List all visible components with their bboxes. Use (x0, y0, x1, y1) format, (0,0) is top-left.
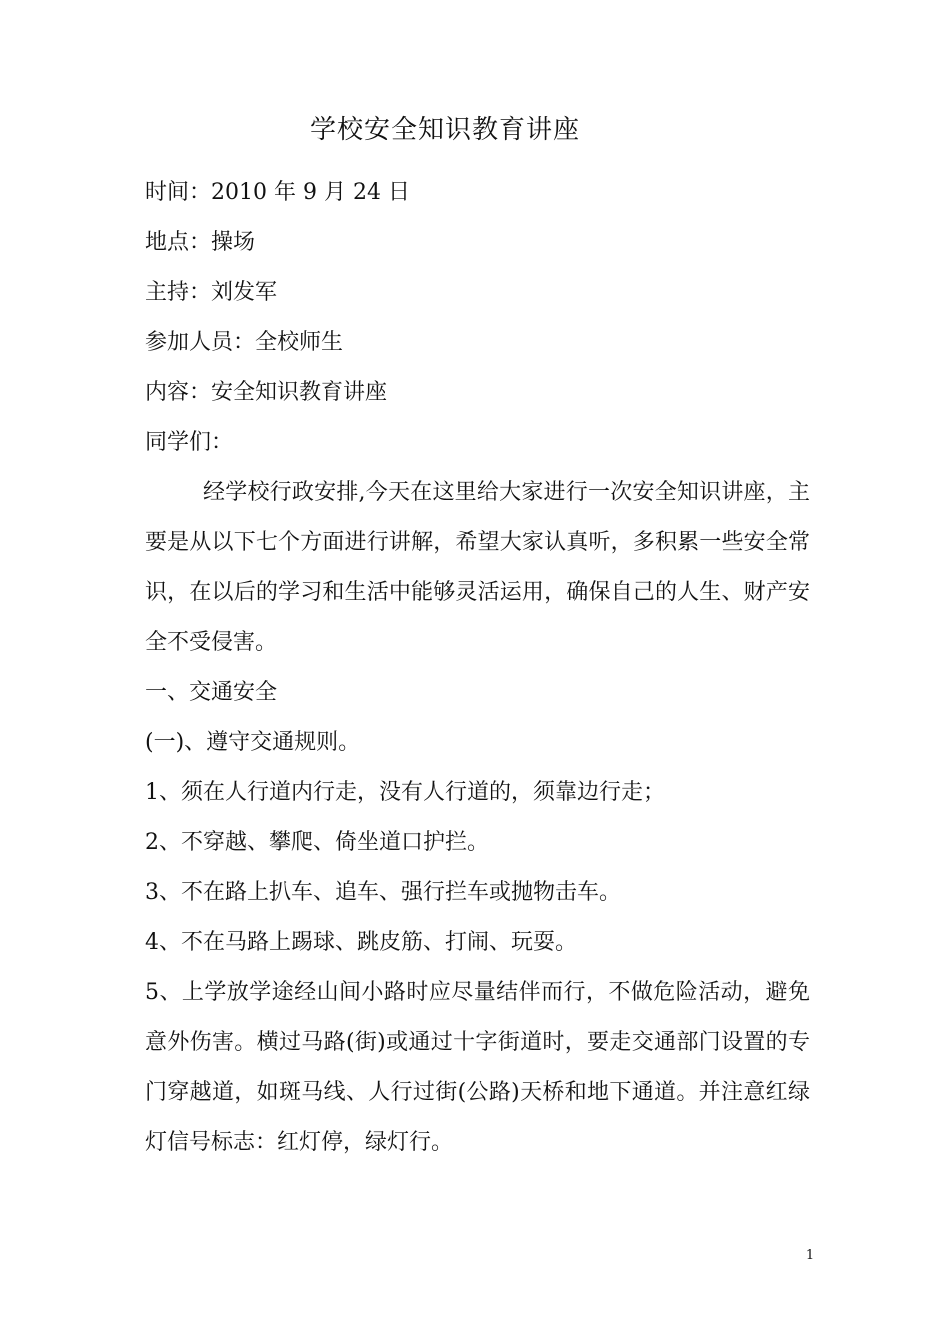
meta-time: 时间：2010 年 9 月 24 日 (145, 180, 410, 205)
list-item: 4、不在马路上踢球、跳皮筋、打闹、玩耍。 (145, 930, 577, 955)
list-item: 5、上学放学途经山间小路时应尽量结伴而行，不做危险活动，避免意外伤害。横过马路(街)或通过十字街道时，要走交通部门设置的专门穿越道，如斑马线、人行过街(公路)天桥和地下通道。并注意红绿灯信号标志：红灯停，绿灯行。 (145, 980, 810, 1155)
list-item: 3、不在路上扒车、追车、强行拦车或抛物击车。 (145, 880, 621, 905)
document-body (145, 168, 810, 1168)
section-heading-traffic: 一、交通安全 (145, 680, 278, 705)
meta-host: 主持：刘发军 (145, 280, 278, 305)
meta-participants: 参加人员：全校师生 (145, 330, 344, 355)
list-item: 2、不穿越、攀爬、倚坐道口护拦。 (145, 830, 489, 855)
document-title: 学校安全知识教育讲座 (309, 115, 580, 145)
list-item: 1、须在人行道内行走，没有人行道的，须靠边行走； (145, 780, 665, 805)
greeting: 同学们： (145, 430, 234, 455)
intro-paragraph: 经学校行政安排,今天在这里给大家进行一次安全知识讲座，主要是从以下七个方面进行讲解，希望大家认真听，多积累一些安全常识，在以后的学习和生活中能够灵活运用，确保自己的人生、财产安全不受侵害。 (145, 480, 810, 655)
subsection-heading-rules: (一)、遵守交通规则。 (145, 730, 361, 755)
meta-place: 地点：操场 (145, 230, 256, 255)
meta-content: 内容：安全知识教育讲座 (145, 380, 388, 405)
page-number: 1 (805, 1248, 815, 1263)
